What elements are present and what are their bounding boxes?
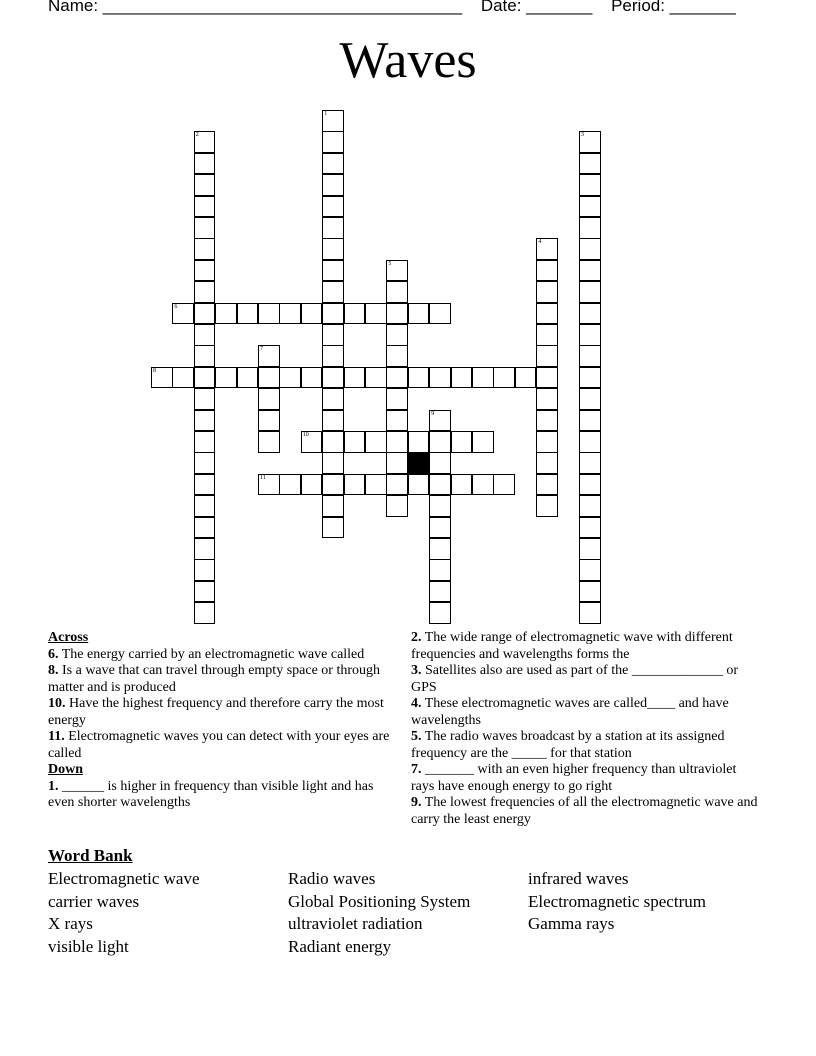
- across-clue-list: [48, 647, 393, 763]
- cell-number: 6: [174, 303, 178, 310]
- crossword-cell[interactable]: [344, 474, 366, 496]
- clue-text: Electromagnetic waves you can detect with your eyes are called: [48, 729, 390, 761]
- crossword-cell[interactable]: [322, 410, 344, 432]
- clue-across-11: [48, 729, 393, 762]
- crossword-cell[interactable]: [536, 431, 558, 453]
- crossword-cell[interactable]: [365, 367, 387, 389]
- crossword-cell[interactable]: [237, 303, 259, 325]
- crossword-cell[interactable]: [408, 367, 430, 389]
- crossword-cell[interactable]: [386, 345, 408, 367]
- word-bank-item: carrier waves: [48, 891, 140, 911]
- crossword-cell[interactable]: [429, 517, 451, 539]
- clue-number: 7.: [411, 762, 422, 777]
- clue-down-5: [411, 729, 761, 762]
- crossword-cell[interactable]: [365, 431, 387, 453]
- crossword-cell[interactable]: [194, 452, 216, 474]
- word-bank-item: visible light: [48, 936, 129, 956]
- crossword-cell[interactable]: [322, 495, 344, 517]
- crossword-cell[interactable]: [536, 410, 558, 432]
- crossword-cell[interactable]: [322, 217, 344, 239]
- crossword-cell[interactable]: [322, 260, 344, 282]
- crossword-cell[interactable]: [194, 495, 216, 517]
- crossword-cell[interactable]: [579, 196, 601, 218]
- page-title: Waves: [339, 32, 477, 89]
- crossword-cell[interactable]: [579, 281, 601, 303]
- crossword-cell[interactable]: [386, 474, 408, 496]
- clue-text: The wide range of electromagnetic wave with different frequencies and wavelengths forms the: [411, 630, 733, 662]
- word-bank-item: Radiant energy: [288, 936, 392, 956]
- crossword-cell[interactable]: [536, 281, 558, 303]
- crossword-cell[interactable]: [579, 431, 601, 453]
- cell-number: 4: [538, 239, 542, 246]
- cell-number: 11: [260, 474, 266, 481]
- crossword-black-cell: [408, 452, 430, 474]
- clue-down-4: [411, 696, 761, 729]
- clue-number: 5.: [411, 729, 422, 744]
- crossword-cell[interactable]: [386, 324, 408, 346]
- crossword-cell[interactable]: [322, 153, 344, 175]
- crossword-cell[interactable]: [579, 324, 601, 346]
- clue-across-8: [48, 663, 393, 696]
- cell-number: 1: [324, 111, 328, 117]
- cell-number: 8: [153, 367, 156, 374]
- clue-text: These electromagnetic waves are called____ and have wavelengths: [411, 696, 729, 728]
- crossword-cell[interactable]: [322, 196, 344, 218]
- crossword-cell[interactable]: [322, 324, 344, 346]
- crossword-cell[interactable]: [579, 559, 601, 581]
- down-clue-list-left: [48, 779, 393, 812]
- clue-number: 11.: [48, 729, 65, 744]
- clue-text: Is a wave that can travel through empty space or through matter and is produced: [48, 663, 381, 695]
- crossword-cell[interactable]: [386, 431, 408, 453]
- crossword-cell[interactable]: [429, 474, 451, 496]
- crossword-cell[interactable]: [322, 238, 344, 260]
- clue-text: _______ with an even higher frequency than ultraviolet rays have enough energy to go right: [411, 762, 737, 794]
- crossword-cell[interactable]: [386, 410, 408, 432]
- crossword-cell[interactable]: [301, 303, 323, 325]
- crossword-cell[interactable]: [579, 260, 601, 282]
- cell-number: 2: [195, 132, 199, 139]
- name-field[interactable]: Name: ______________________________________: [48, 0, 463, 15]
- crossword-cell[interactable]: [493, 367, 515, 389]
- crossword-cell[interactable]: [194, 517, 216, 539]
- crossword-cell[interactable]: [536, 367, 558, 389]
- crossword-cell[interactable]: [194, 367, 216, 389]
- crossword-cell[interactable]: [579, 388, 601, 410]
- crossword-cell[interactable]: [322, 131, 344, 153]
- crossword-cell[interactable]: [365, 303, 387, 325]
- crossword-cell[interactable]: [408, 474, 430, 496]
- cell-number: 7: [260, 346, 263, 353]
- crossword-cell[interactable]: [194, 410, 216, 432]
- crossword-cell[interactable]: [472, 367, 494, 389]
- crossword-cell[interactable]: [258, 431, 280, 453]
- crossword-cell[interactable]: [215, 303, 237, 325]
- clue-number: 3.: [411, 663, 422, 678]
- crossword-cell[interactable]: [536, 303, 558, 325]
- crossword-cell[interactable]: [194, 431, 216, 453]
- crossword-cell[interactable]: [429, 452, 451, 474]
- crossword-cell[interactable]: [579, 517, 601, 539]
- crossword-cell[interactable]: [279, 474, 301, 496]
- crossword-cell[interactable]: [322, 367, 344, 389]
- crossword-cell[interactable]: [429, 581, 451, 603]
- crossword-cell[interactable]: [579, 452, 601, 474]
- crossword-cell[interactable]: [429, 559, 451, 581]
- crossword-cell[interactable]: [536, 345, 558, 367]
- clues-right-column: [411, 630, 761, 828]
- clue-number: 6.: [48, 646, 59, 662]
- clue-number: 10.: [48, 696, 66, 711]
- clue-number: 9.: [411, 795, 422, 810]
- word-bank-item: Electromagnetic wave: [48, 869, 200, 888]
- clue-down-1: [48, 779, 393, 812]
- crossword-cell[interactable]: [386, 260, 408, 282]
- clue-across-10: [48, 696, 393, 729]
- crossword-cell[interactable]: [365, 474, 387, 496]
- crossword-cell[interactable]: [579, 345, 601, 367]
- clue-number: 2.: [411, 630, 422, 645]
- crossword-cell[interactable]: [536, 452, 558, 474]
- crossword-cell[interactable]: [386, 367, 408, 389]
- crossword-cell[interactable]: [322, 110, 344, 132]
- crossword-cell[interactable]: [451, 474, 473, 496]
- crossword-cell[interactable]: [301, 474, 323, 496]
- crossword-cell[interactable]: [194, 559, 216, 581]
- word-bank-item: [528, 936, 768, 959]
- crossword-cell[interactable]: [237, 367, 259, 389]
- crossword-cell[interactable]: [429, 303, 451, 325]
- cell-number: 9: [431, 410, 435, 417]
- crossword-cell[interactable]: [579, 303, 601, 325]
- crossword-cell[interactable]: [579, 131, 601, 153]
- crossword-cell[interactable]: [194, 581, 216, 603]
- crossword-cell[interactable]: [322, 303, 344, 325]
- clue-text: The energy carried by an electromagnetic wave called: [61, 646, 365, 662]
- crossword-cell[interactable]: [429, 602, 451, 624]
- crossword-cell[interactable]: [429, 431, 451, 453]
- crossword-cell[interactable]: [322, 452, 344, 474]
- crossword-cell[interactable]: [536, 260, 558, 282]
- clue-down-7: [411, 762, 761, 795]
- crossword-cell[interactable]: [536, 324, 558, 346]
- crossword-cell[interactable]: [451, 367, 473, 389]
- crossword-cell[interactable]: [194, 345, 216, 367]
- word-bank-item: Gamma rays: [528, 914, 615, 933]
- clue-across-6: [48, 647, 393, 664]
- clue-number: 1.: [48, 778, 59, 794]
- crossword-cell[interactable]: [194, 174, 216, 196]
- crossword-cell[interactable]: [322, 388, 344, 410]
- word-bank-item: X rays: [48, 914, 93, 933]
- crossword-cell[interactable]: [194, 303, 216, 325]
- crossword-cell[interactable]: [194, 324, 216, 346]
- crossword-cell[interactable]: [579, 581, 601, 603]
- crossword-cell[interactable]: [579, 538, 601, 560]
- word-bank: [48, 868, 768, 958]
- crossword-cell[interactable]: [408, 303, 430, 325]
- clue-down-9: [411, 795, 761, 828]
- word-bank-item: ultraviolet radiation: [288, 914, 423, 933]
- crossword-cell[interactable]: [536, 238, 558, 260]
- crossword-cell[interactable]: [515, 367, 537, 389]
- crossword-cell[interactable]: [386, 495, 408, 517]
- crossword-cell[interactable]: [579, 495, 601, 517]
- crossword-cell[interactable]: [322, 431, 344, 453]
- date-field[interactable]: Date: _______: [480, 0, 593, 15]
- crossword-cell[interactable]: [215, 367, 237, 389]
- clue-text: The lowest frequencies of all the electromagnetic wave and carry the least energy: [411, 795, 758, 827]
- clues-left-column: [48, 630, 393, 812]
- crossword-cell[interactable]: [258, 345, 280, 367]
- crossword-cell[interactable]: [408, 431, 430, 453]
- clue-down-2: [411, 630, 761, 663]
- crossword-cell[interactable]: [194, 281, 216, 303]
- word-bank-item: infrared waves: [528, 869, 629, 888]
- cell-number: 10: [302, 432, 309, 438]
- down-heading: Down: [48, 762, 84, 777]
- clue-text: Satellites also are used as part of the _____________ or GPS: [411, 663, 738, 695]
- crossword-cell[interactable]: [472, 431, 494, 453]
- crossword-cell[interactable]: [194, 602, 216, 624]
- crossword-cell[interactable]: [258, 367, 280, 389]
- crossword-cell[interactable]: [194, 238, 216, 260]
- crossword-cell[interactable]: [579, 238, 601, 260]
- crossword-cell[interactable]: [386, 452, 408, 474]
- crossword-cell[interactable]: [536, 474, 558, 496]
- crossword-cell[interactable]: [258, 474, 280, 496]
- crossword-cell[interactable]: [194, 217, 216, 239]
- clue-text: The radio waves broadcast by a station at its assigned frequency are the _____ for that station: [411, 729, 725, 761]
- crossword-cell[interactable]: [344, 367, 366, 389]
- crossword-cell[interactable]: [194, 474, 216, 496]
- crossword-cell[interactable]: [579, 153, 601, 175]
- crossword-cell[interactable]: [579, 410, 601, 432]
- crossword-cell[interactable]: [322, 345, 344, 367]
- crossword-cell[interactable]: [579, 602, 601, 624]
- crossword-cell[interactable]: [451, 431, 473, 453]
- crossword-cell[interactable]: [579, 474, 601, 496]
- crossword-cell[interactable]: [429, 367, 451, 389]
- clue-text: ______ is higher in frequency than visible light and has even shorter wavelengths: [48, 778, 374, 810]
- crossword-cell[interactable]: [172, 367, 194, 389]
- crossword-cell[interactable]: [322, 281, 344, 303]
- clue-text: Have the highest frequency and therefore carry the most energy: [48, 696, 384, 728]
- crossword-cell[interactable]: [579, 367, 601, 389]
- crossword-cell[interactable]: [322, 517, 344, 539]
- crossword-cell[interactable]: [194, 196, 216, 218]
- word-bank-title: Word Bank: [48, 846, 133, 865]
- clue-down-3: [411, 663, 761, 696]
- cell-number: 3: [581, 132, 584, 139]
- crossword-cell[interactable]: [322, 474, 344, 496]
- crossword-cell[interactable]: [258, 388, 280, 410]
- crossword-cell[interactable]: [322, 174, 344, 196]
- word-bank-item: Global Positioning System: [288, 891, 471, 911]
- clue-number: 8.: [48, 663, 59, 678]
- crossword-cell[interactable]: [429, 495, 451, 517]
- crossword-cell[interactable]: [344, 431, 366, 453]
- period-field[interactable]: Period: _______: [611, 0, 736, 15]
- word-bank-item: Radio waves: [288, 869, 376, 888]
- clue-number: 4.: [411, 696, 422, 711]
- across-heading: Across: [48, 630, 89, 645]
- crossword-cell[interactable]: [258, 410, 280, 432]
- crossword-cell[interactable]: [194, 538, 216, 560]
- crossword-cell[interactable]: [536, 495, 558, 517]
- crossword-cell[interactable]: [301, 367, 323, 389]
- crossword-cell[interactable]: [386, 281, 408, 303]
- crossword-cell[interactable]: [579, 174, 601, 196]
- crossword-cell[interactable]: [279, 367, 301, 389]
- crossword-cell[interactable]: [194, 131, 216, 153]
- crossword-cell[interactable]: [536, 388, 558, 410]
- cell-number: 5: [388, 260, 392, 267]
- crossword-cell[interactable]: [386, 388, 408, 410]
- crossword-cell[interactable]: [472, 474, 494, 496]
- crossword-cell[interactable]: [429, 410, 451, 432]
- crossword-cell[interactable]: [194, 153, 216, 175]
- crossword-cell[interactable]: [579, 217, 601, 239]
- crossword-cell[interactable]: [301, 431, 323, 453]
- crossword-cell[interactable]: [194, 388, 216, 410]
- crossword-cell[interactable]: [493, 474, 515, 496]
- crossword-cell[interactable]: [344, 303, 366, 325]
- crossword-cell[interactable]: [386, 303, 408, 325]
- word-bank-item: Electromagnetic spectrum: [528, 891, 706, 911]
- crossword-cell[interactable]: [194, 260, 216, 282]
- crossword-cell[interactable]: [279, 303, 301, 325]
- crossword-cell[interactable]: [258, 303, 280, 325]
- crossword-cell[interactable]: [172, 303, 194, 325]
- crossword-cell[interactable]: [429, 538, 451, 560]
- crossword-cell[interactable]: [151, 367, 173, 389]
